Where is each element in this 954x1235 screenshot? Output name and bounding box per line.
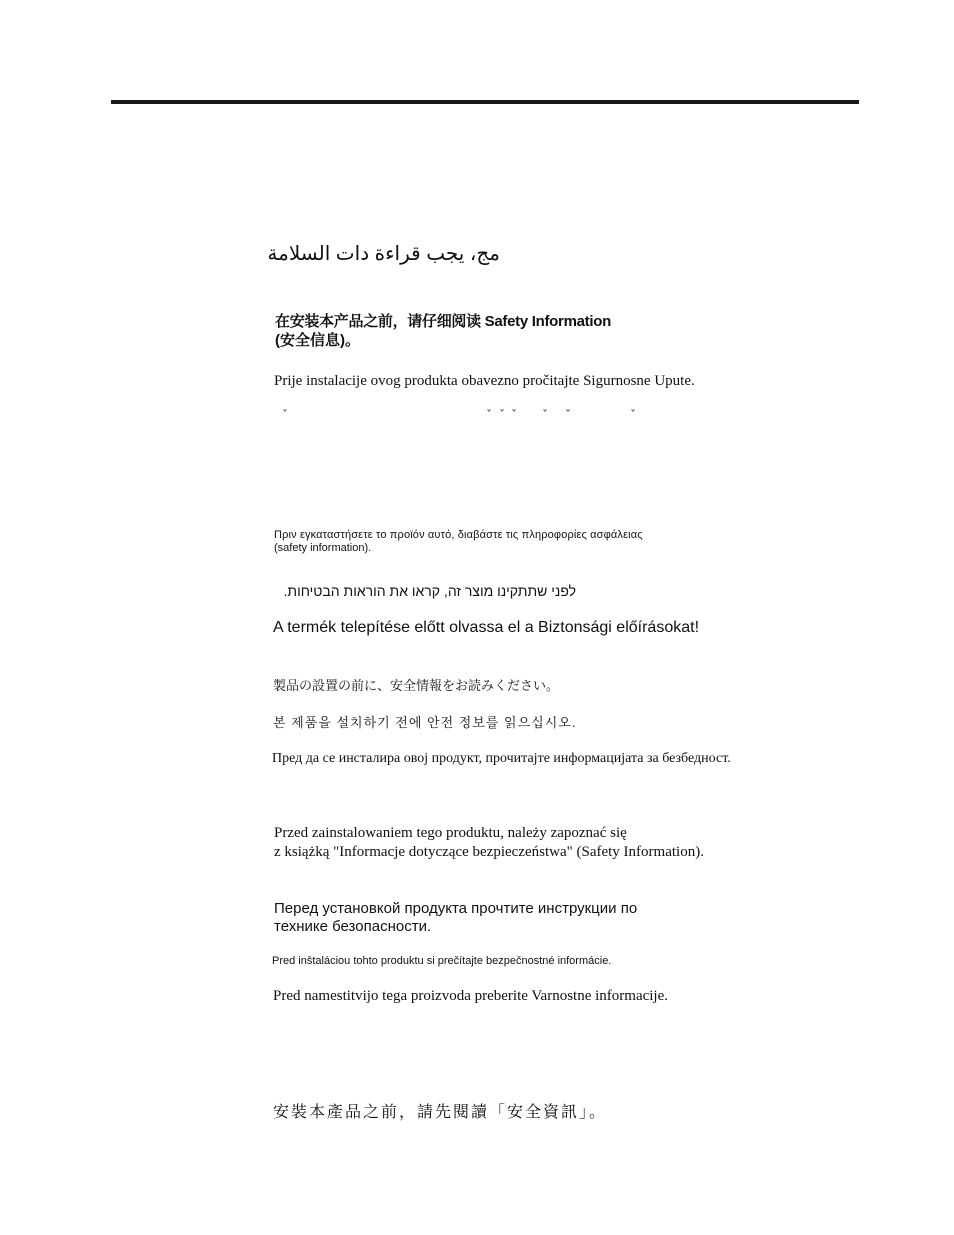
- notice-slovak: Pred inštaláciou tohto produktu si prečítajte bezpečnostné informácie.: [272, 955, 612, 967]
- notice-polish-line2: z książką "Informacje dotyczące bezpieczeństwa" (Safety Information).: [274, 844, 704, 860]
- notice-slovenian: Pred namestitvijo tega proizvoda preberite Varnostne informacije.: [273, 988, 669, 1004]
- notice-chinese-simplified-line1: 在安装本产品之前，请仔细阅读 Safety Information: [275, 313, 611, 330]
- accent-mark: ˇ: [542, 408, 548, 422]
- notice-hebrew: לפני שתתקינו מוצר זה, קראו את הוראות הבטיחות.: [283, 583, 576, 599]
- accent-mark: ˇ: [486, 408, 492, 422]
- notice-japanese: 製品の設置の前に、安全情報をお読みください。: [273, 678, 560, 693]
- notice-russian-line1: Перед установкой продукта прочтите инструкции по: [274, 900, 638, 917]
- accent-mark: ˇ: [511, 408, 517, 422]
- notice-korean: 본 제품을 설치하기 전에 안전 정보를 읽으십시오.: [273, 715, 577, 730]
- notice-arabic: مج، يجب قراءة دات السلامة: [267, 243, 500, 265]
- notice-polish-line1: Przed zainstalowaniem tego produktu, należy zapoznać się: [274, 825, 627, 841]
- notice-greek-line1: Πριν εγκαταστήσετε το προϊόν αυτό, διαβάστε τις πληροφορίες ασφάλειας: [274, 529, 643, 541]
- notice-chinese-simplified-line2: (安全信息)。: [275, 332, 360, 349]
- accent-mark: ˇ: [565, 408, 571, 422]
- notice-greek-line2: (safety information).: [274, 542, 372, 554]
- stray-accent-marks: [270, 408, 650, 422]
- notice-croatian: Prije instalacije ovog produkta obavezno pročitajte Sigurnosne Upute.: [274, 373, 695, 389]
- notice-chinese-traditional: 安裝本產品之前，請先閱讀「安全資訊」。: [273, 1104, 608, 1121]
- accent-mark: ˇ: [282, 408, 288, 422]
- top-rule: [111, 100, 859, 104]
- notice-hungarian: A termék telepítése előtt olvassa el a Biztonsági előírásokat!: [273, 619, 700, 636]
- accent-mark: ˇ: [630, 408, 636, 422]
- notice-russian-line2: технике безопасности.: [274, 918, 432, 935]
- notice-macedonian: Пред да се инсталира овој продукт, прочитајте информацијата за безбедност.: [272, 751, 731, 766]
- accent-mark: ˇ: [499, 408, 505, 422]
